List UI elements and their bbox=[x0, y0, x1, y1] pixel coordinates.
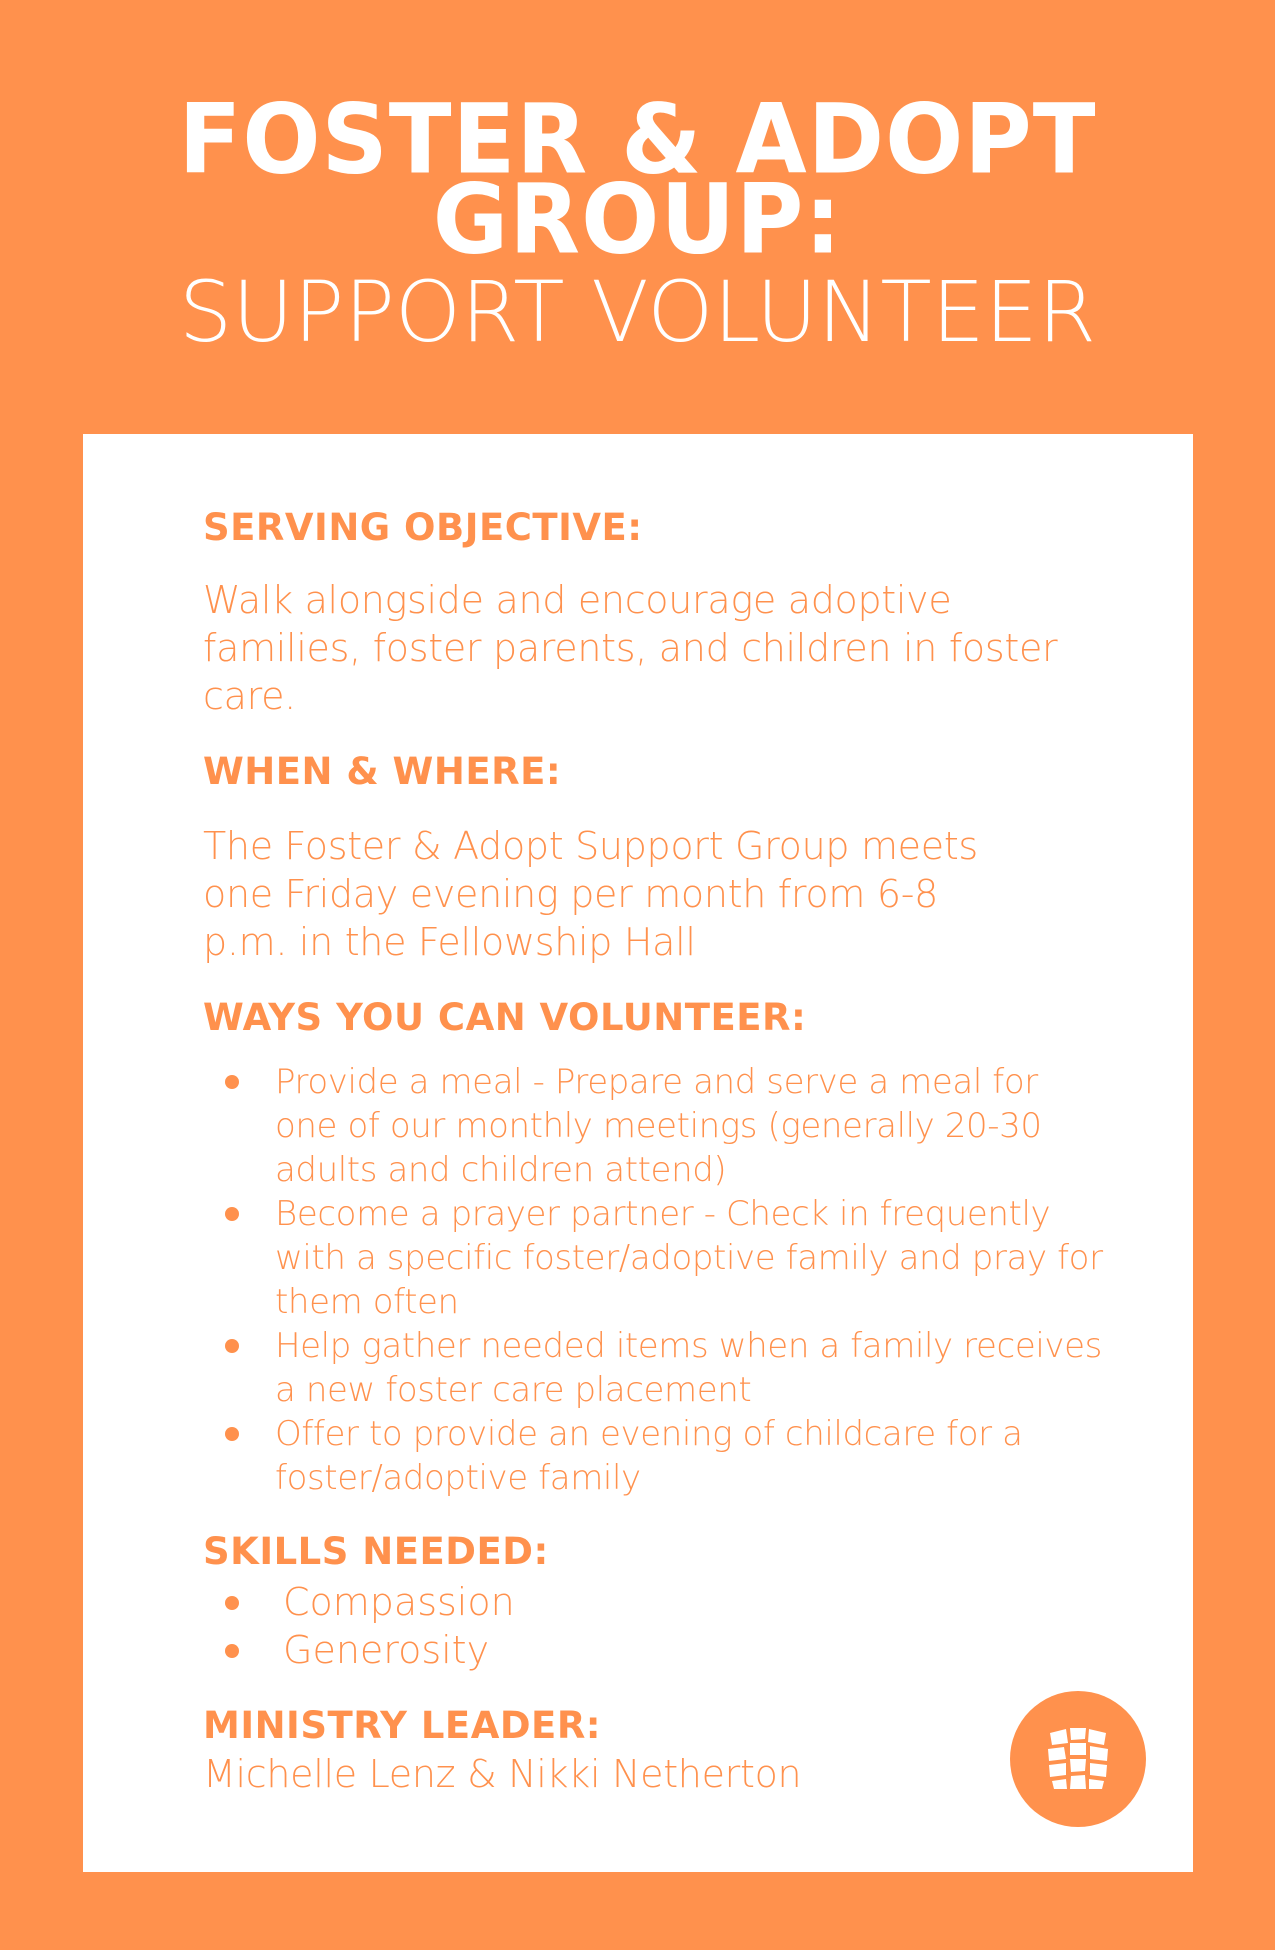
title-line-2: GROUP: bbox=[432, 163, 843, 276]
header bbox=[0, 83, 1275, 361]
bullet-icon bbox=[225, 1075, 239, 1089]
list-item-text: Offer to provide an evening of childcare for a foster/adoptive family bbox=[275, 1414, 1023, 1498]
list-item bbox=[203, 1192, 1103, 1324]
title-line-1: FOSTER & ADOPT bbox=[178, 83, 1097, 196]
when-where-heading: WHEN & WHERE: bbox=[203, 750, 562, 793]
when-where-text: The Foster & Adopt Support Group meets one Friday evening per month from 6-8 p.m. in the Fellowship Hall bbox=[203, 824, 978, 964]
list-item bbox=[203, 1626, 1103, 1674]
serving-objective-heading: SERVING OBJECTIVE: bbox=[203, 506, 643, 549]
list-item bbox=[203, 1412, 1103, 1500]
list-item bbox=[203, 1060, 1103, 1192]
serving-objective-section bbox=[203, 504, 1103, 720]
list-item-text: Become a prayer partner - Check in frequently with a specific foster/adoptive family and pray for them often bbox=[275, 1194, 1103, 1322]
church-logo bbox=[1010, 1691, 1146, 1827]
bullet-icon bbox=[225, 1596, 239, 1610]
ways-list bbox=[203, 1060, 1103, 1500]
serving-objective-text: Walk alongside and encourage adoptive families, foster parents, and children in foster care. bbox=[203, 578, 1058, 718]
bullet-icon bbox=[225, 1207, 239, 1221]
ways-heading: WAYS YOU CAN VOLUNTEER: bbox=[203, 996, 807, 1039]
list-item-text: Help gather needed items when a family receives a new foster care placement bbox=[275, 1326, 1102, 1410]
ministry-leader-section bbox=[203, 1702, 1103, 1798]
ministry-leader-heading: MINISTRY LEADER: bbox=[203, 1704, 602, 1747]
bullet-icon bbox=[225, 1427, 239, 1441]
subtitle: SUPPORT VOLUNTEER bbox=[178, 263, 1097, 361]
info-card bbox=[83, 434, 1193, 1872]
bullet-icon bbox=[225, 1644, 239, 1658]
list-item bbox=[203, 1324, 1103, 1412]
card-content bbox=[203, 504, 1103, 1826]
skills-section bbox=[203, 1528, 1103, 1674]
bullet-icon bbox=[225, 1339, 239, 1353]
ways-to-volunteer-section bbox=[203, 994, 1103, 1500]
ministry-leader-names: Michelle Lenz & Nikki Netherton bbox=[203, 1752, 802, 1796]
list-item-text: Generosity bbox=[283, 1628, 490, 1672]
list-item-text: Compassion bbox=[283, 1580, 515, 1624]
skills-heading: SKILLS NEEDED: bbox=[203, 1530, 549, 1573]
church-mosaic-cross-icon bbox=[1044, 1725, 1112, 1793]
list-item-text: Provide a meal - Prepare and serve a meal for one of our monthly meetings (generally 20-30 adults and children attend) bbox=[275, 1062, 1042, 1190]
skills-list bbox=[203, 1578, 1103, 1674]
when-where-section bbox=[203, 748, 1103, 966]
list-item bbox=[203, 1578, 1103, 1626]
